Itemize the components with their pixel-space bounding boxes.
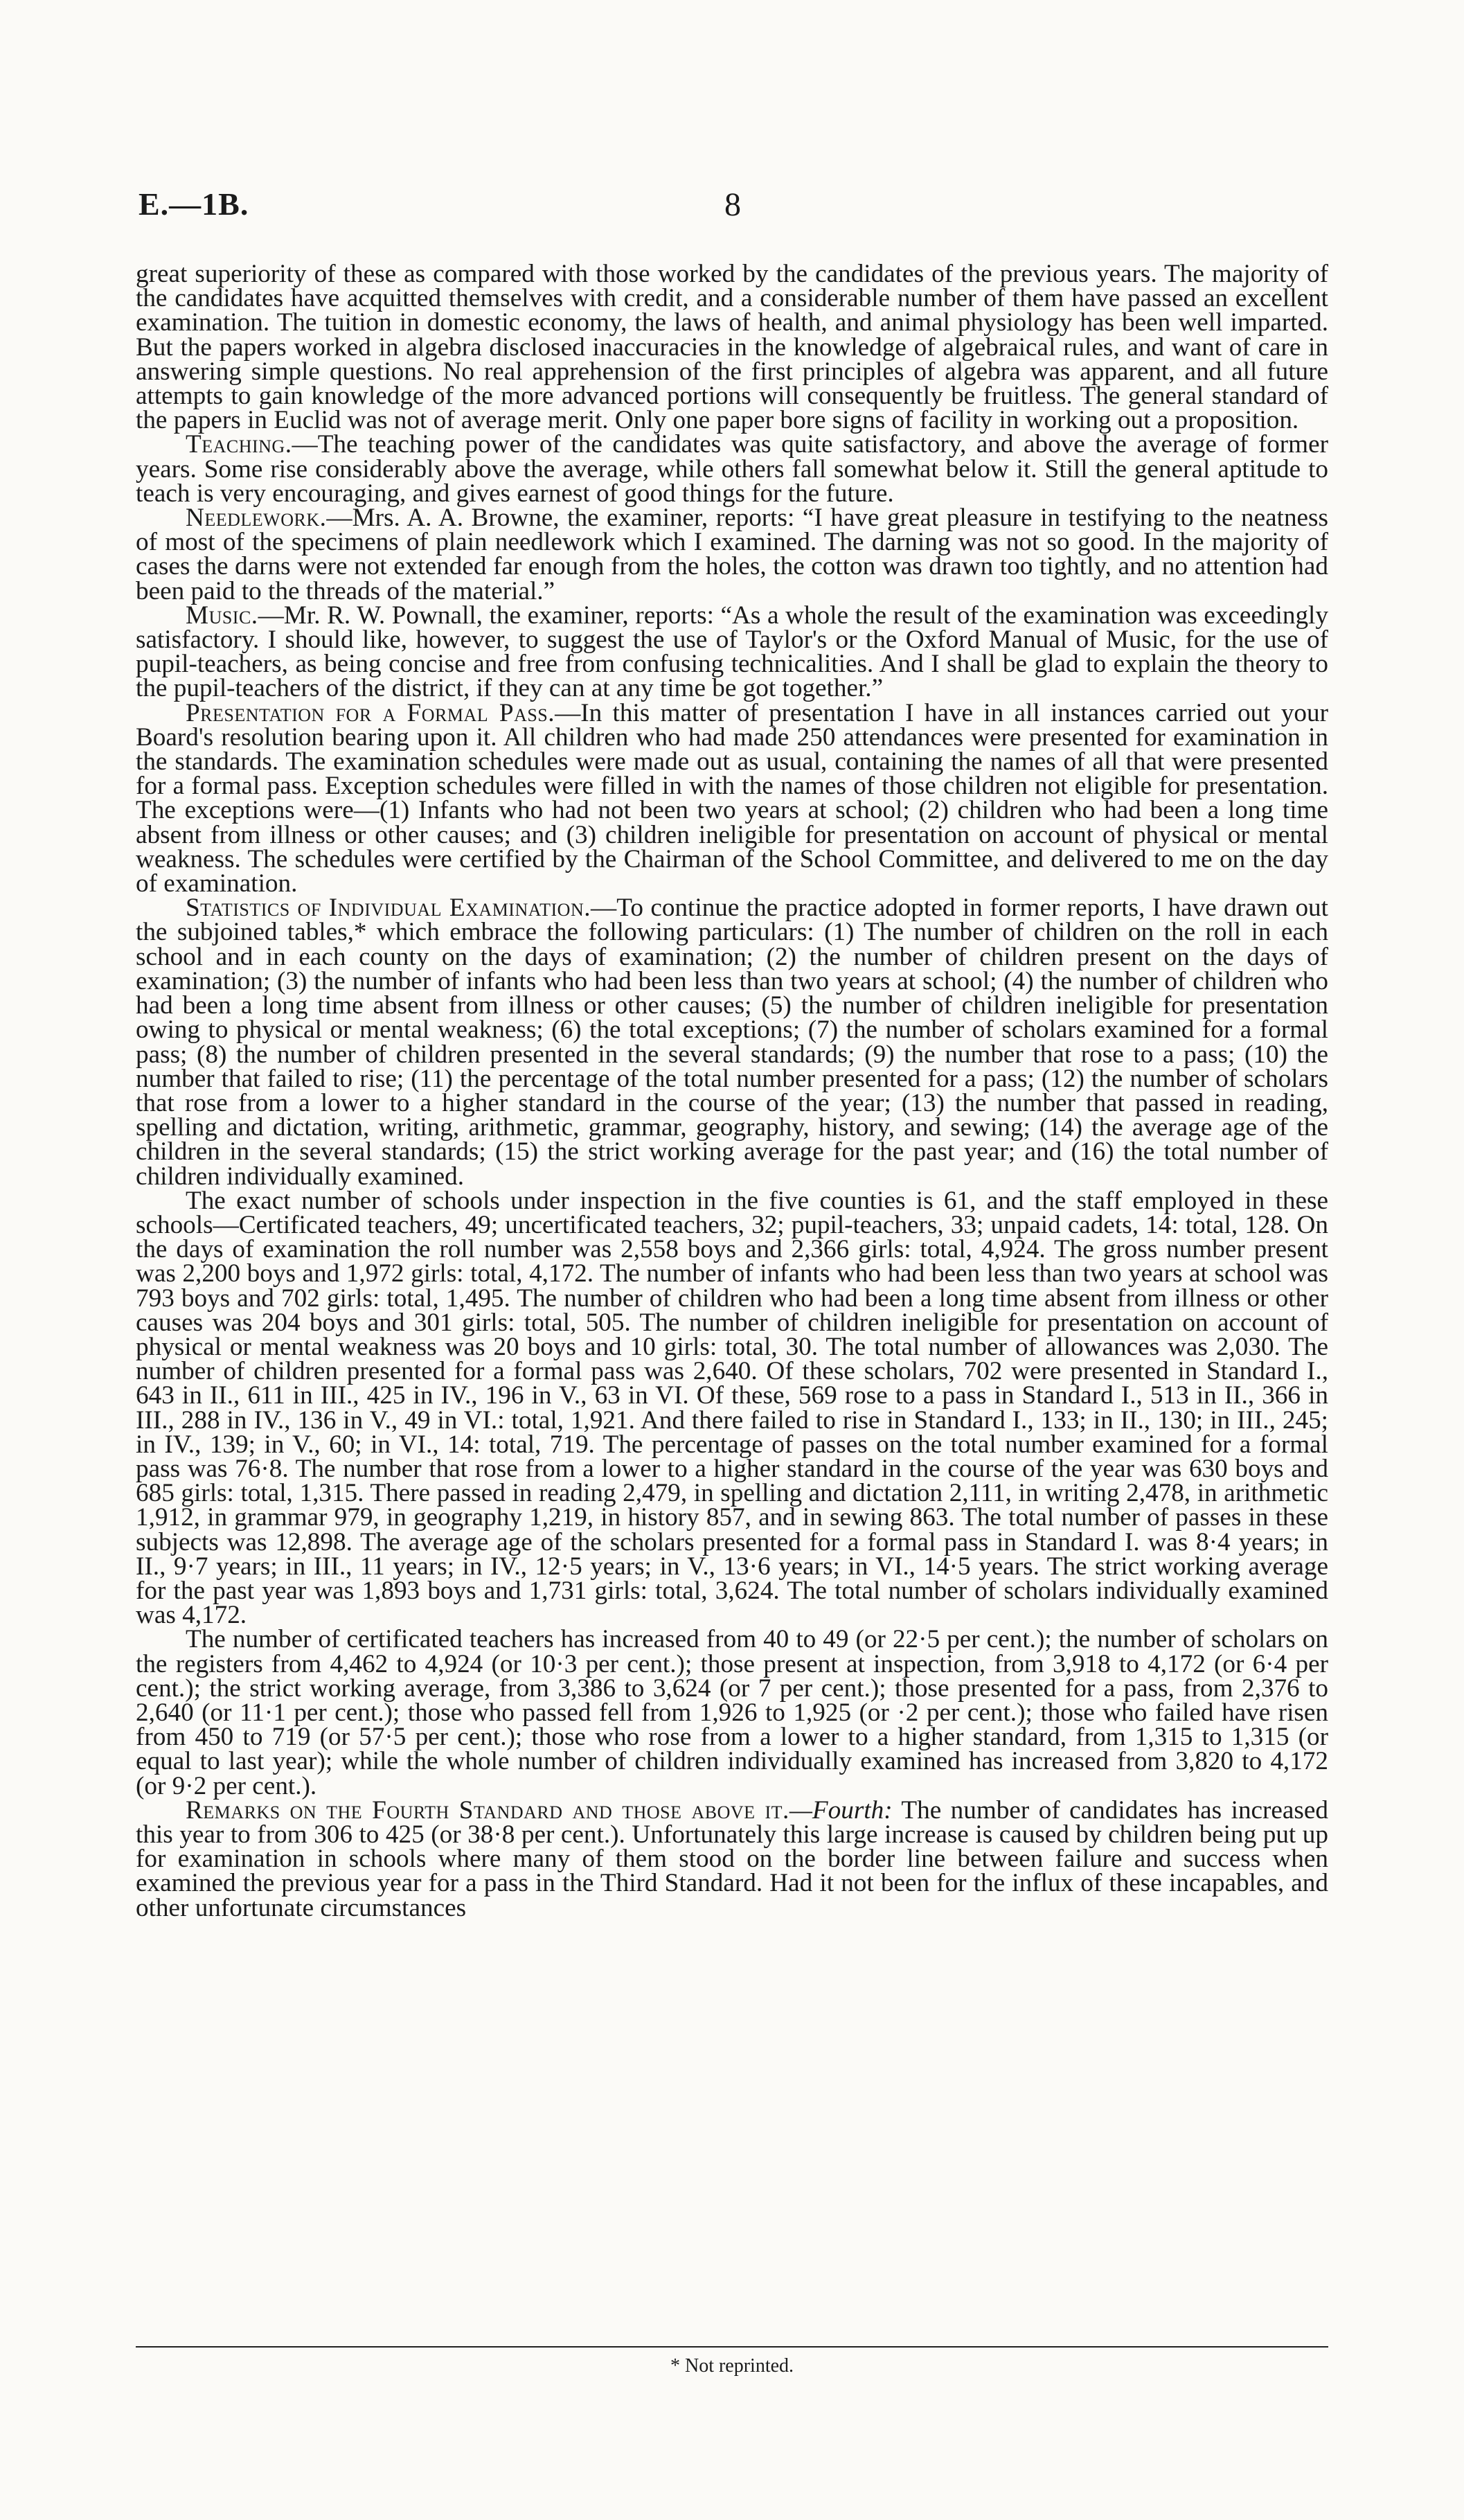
paragraph-fourth-standard — [136, 1795, 1329, 1922]
paragraph-teaching — [136, 432, 1328, 506]
body-text — [136, 262, 1328, 1920]
paragraph-text: The number of certificated teachers has increased from 40 to 49 (or 22·5 per cent.); the number of scholars on the registers from 4,462 to 4,924 (or 10·3 per cent.); those present at inspection, from 3,918 to 4,172 (or 6·4 per cent.); the strict working average, from 3,386 to 3,624 (or 7 per cent.); those presented for a pass, from 2,376 to 2,640 (or 11·1 per cent.); those who passed fell from 1,926 to 1,925 (or ·2 per cent.); those who failed have risen from 450 to 719 (or 57·5 per cent.); those who rose from a lower to a higher standard, from 1,315 to 1,315 (or equal to last year); while the whole number of children individually examined has increased from 3,820 to 4,172 (or 9·2 per cent.). — [136, 1625, 1328, 1800]
section-heading: Statistics of Individual Examination. — [186, 894, 591, 923]
footnote: * Not reprinted. — [670, 2355, 794, 2377]
paragraph-text: —Mr. R. W. Pownall, the examiner, reports: “As a whole the result of the examination was exceedingly satisfactory. I should like, however, to suggest the use of Taylor's or the Oxford Manual of Music, for the use of pupil-teachers, as being concise and free from confusing technicalities. And I shall be glad to explain the theory to the pupil-teachers of the district, if they can at any time be got together.” — [136, 601, 1328, 703]
paragraph-music — [136, 603, 1328, 701]
paragraph-needlework — [136, 506, 1328, 603]
section-heading: Music. — [186, 601, 258, 630]
section-heading: Needlework. — [186, 504, 327, 533]
section-heading: Teaching. — [186, 430, 292, 459]
paragraph-figures — [136, 1186, 1328, 1630]
paragraph-comparison — [136, 1627, 1328, 1798]
paragraph-continuation — [136, 260, 1328, 435]
paragraph-text: The exact number of schools under inspection in the five counties is 61, and the staff employed in these schools—Certificated teachers, 49; uncertificated teachers, 32; pupil-teachers, 33; unpaid cadets, 14: total, 128. On the days of examination the roll number was 2,558 boys and 2,366 girls: total, 4,924. The gross number present was 2,200 boys and 1,972 girls: total, 4,172. The number of infants who had been less than two years at school was 793 boys and 702 girls: total, 1,495. The number of children who had been a long time absent from illness or other causes was 204 boys and 301 girls: total, 505. The number of children ineligible for presentation on account of physical or mental weakness was 20 boys and 10 girls: total, 30. The total number of allowances was 2,030. The number of children presented for a formal pass was 2,640. Of these scholars, 702 were presented in Standard I., 643 in II., 611 in III., 425 in IV., 196 in V., 63 in VI. Of these, 569 rose to a pass in Standard I., 513 in II., 366 in III., 288 in IV., 136 in V., 49 in VI.: total, 1,921. And there failed to rise in Standard I., 133; in II., 130; in III., 245; in IV., 139; in V., 60; in VI., 14: total, 719. The percentage of passes on the total number examined for a formal pass was 76·8. The number that rose from a lower to a higher standard in the course of the year was 630 boys and 685 girls: total, 1,315. There passed in reading 2,479, in spelling and dictation 2,111, in writing 2,478, in arithmetic 1,912, in grammar 979, in geography 1,219, in history 857, and in sewing 863. The total number of passes in these subjects was 12,898. The average age of the scholars presented for a formal pass in Standard I. was 8·4 years; in II., 9·7 years; in III., 11 years; in IV., 12·5 years; in V., 13·6 years; in VI., 14·5 years. The strict working average for the past year was 1,893 boys and 1,731 girls: total, 3,624. The total number of scholars individually examined was 4,172. — [136, 1186, 1328, 1630]
section-subheading: —Fourth: — [789, 1795, 893, 1825]
paragraph-text: The number of candidates has increased this year to from 306 to 425 (or 38·8 per cent.). Unfortunately this large increase is caused by children being put up for examination in schools where many of them stood on the border line between failure and success when examined the previous year for a pass in the Third Standard. Had it not been for the influx of these incapables, and other unfortunate circumstances — [136, 1795, 1329, 1922]
section-heading: Presentation for a Formal Pass. — [186, 698, 555, 727]
footnote-divider — [136, 2346, 1328, 2348]
section-heading: Remarks on the Fourth Standard and those above it. — [186, 1795, 789, 1825]
paragraph-text: —To continue the practice adopted in former reports, I have drawn out the subjoined tables,* which embrace the following particulars: (1) The number of children on the roll in each school and in each county on the days of examination; (2) the number of children present on the days of examination; (3) the number of infants who had been less than two years at school; (4) the number of children who had been a long time absent from illness or other causes; (5) the number of children ineligible for presentation owing to physical or mental weakness; (6) the total exceptions; (7) the number of scholars examined for a formal pass; (8) the number of children presented in the several standards; (9) the number that rose to a pass; (10) the number that failed to rise; (11) the percentage of the total number presented for a pass; (12) the number of scholars that rose from a lower to a higher standard in the course of the year; (13) the number that passed in reading, spelling and dictation, writing, arithmetic, grammar, geography, history, and sewing; (14) the average age of the children in the several standards; (15) the strict working average for the past year; and (16) the total number of children individually examined. — [136, 894, 1328, 1191]
paragraph-presentation — [136, 698, 1329, 898]
document-reference: E.—1B. — [139, 186, 249, 222]
paragraph-text: —The teaching power of the candidates was quite satisfactory, and above the average of former years. Some rise considerably above the average, while others fall somewhat below it. Still the general aptitude to teach is very encouraging, and gives earnest of good things for the future. — [136, 430, 1328, 508]
paragraph-statistics — [136, 894, 1328, 1191]
paragraph-text: —In this matter of presentation I have in all instances carried out your Board's resolution bearing upon it. All children who had made 250 attendances were presented for examination in the standards. The examination schedules were made out as usual, containing the names of all that were presented for a formal pass. Exception schedules were filled in with the names of those children not eligible for presentation. The exceptions were—(1) Infants who had not been two years at school; (2) children who had been a long time absent from illness or other causes; and (3) children ineligible for presentation on account of physical or mental weakness. The schedules were certified by the Chairman of the School Committee, and delivered to me on the day of examination. — [136, 698, 1329, 898]
page-header — [139, 186, 1327, 234]
paragraph-text: —Mrs. A. A. Browne, the examiner, reports: “I have great pleasure in testifying to the neatness of most of the specimens of plain needlework which I examined. The darning was not so good. In the majority of cases the darns were not extended far enough from the holes, the cotton was drawn too tightly, and no attention had been paid to the threads of the material.” — [136, 504, 1328, 605]
paragraph-text: great superiority of these as compared with those worked by the candidates of the previous years. The majority of the candidates have acquitted themselves with credit, and a considerable number of them have passed an excellent examination. The tuition in domestic economy, the laws of health, and animal physiology has been well imparted. But the papers worked in algebra disclosed inaccuracies in the knowledge of algebraical rules, and want of care in answering simple questions. No real apprehension of the first principles of algebra was apparent, and all future attempts to gain knowledge of the more advanced portions will consequently be fruitless. The general standard of the papers in Euclid was not of average merit. Only one paper bore signs of facility in working out a proposition. — [136, 260, 1328, 435]
page-number: 8 — [724, 186, 741, 223]
